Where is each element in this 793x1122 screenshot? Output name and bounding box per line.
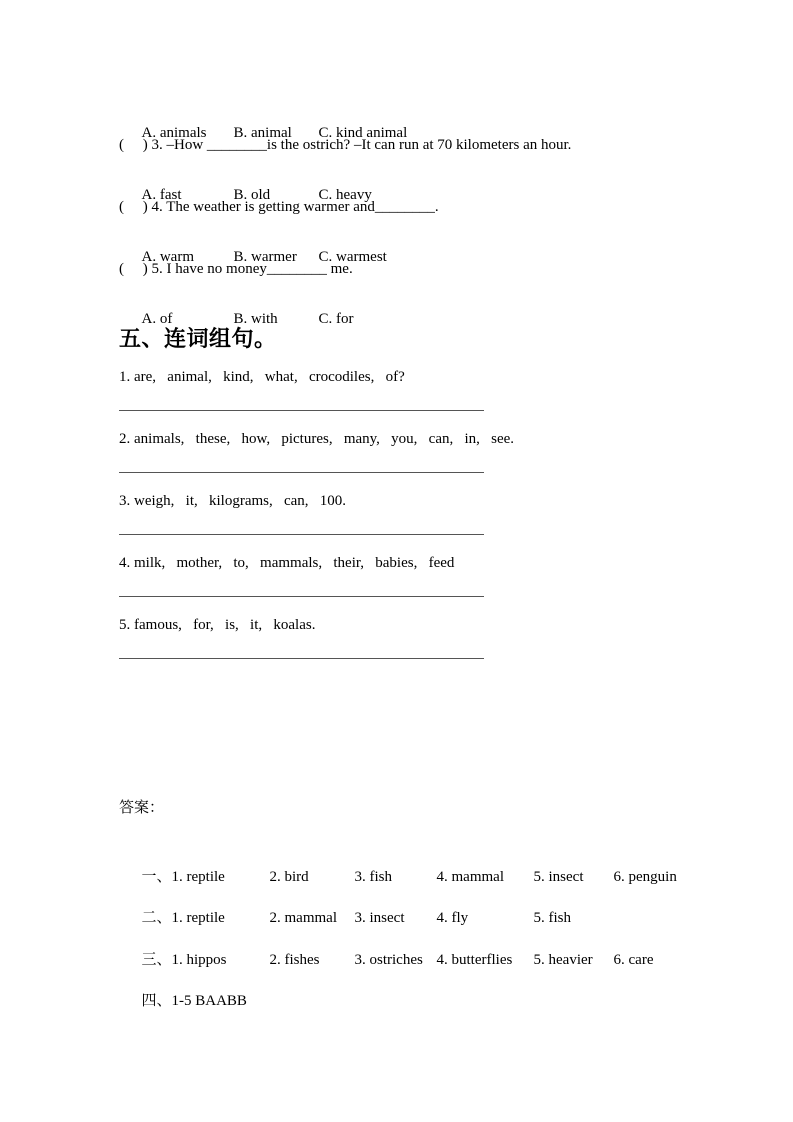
rearrange-item-2: 2. animals, these, how, pictures, many, you, can, in, see. [119, 431, 515, 447]
rearrange-item-5: 5. famous, for, is, it, koalas. [119, 617, 316, 633]
answer-row-prefix: 三、 [141, 952, 172, 968]
answer-row-prefix: 二、 [141, 910, 172, 926]
option-a: A. animals [141, 125, 207, 141]
answer-item: 1. reptile [171, 910, 225, 926]
mc-question-5: ( ) 5. I have no money________ me. [119, 261, 353, 277]
answer-item: 3. insect [354, 910, 405, 926]
answer-row-2 [119, 890, 733, 926]
rearrange-item-1: 1. are, animal, kind, what, crocodiles, of? [119, 369, 405, 385]
answer-blank-line [119, 596, 484, 597]
option-c: C. for [318, 311, 354, 327]
option-c: C. warmest [318, 249, 387, 265]
answer-item: 2. fishes [269, 952, 320, 968]
option-a: A. fast [141, 187, 182, 203]
answer-item: 1-5 BAABB [171, 993, 247, 1009]
answer-item: 5. insect [533, 869, 584, 885]
answer-item: 6. care [613, 952, 654, 968]
option-c: C. kind animal [318, 125, 408, 141]
answer-blank-line [119, 534, 484, 535]
answer-item: 2. mammal [269, 910, 338, 926]
choice-options-row [119, 167, 733, 203]
mc-question-4: ( ) 4. The weather is getting warmer and________. [119, 199, 439, 215]
answer-blank-line [119, 472, 484, 473]
option-c: C. heavy [318, 187, 372, 203]
answer-row-prefix: 一、 [141, 869, 172, 885]
answer-item: 2. bird [269, 869, 309, 885]
rearrange-section [119, 322, 733, 659]
answer-item: 1. reptile [171, 869, 225, 885]
choice-options-row [119, 105, 733, 141]
option-b: B. animal [233, 125, 292, 141]
answer-item: 3. fish [354, 869, 393, 885]
answer-item: 3. ostriches [354, 952, 423, 968]
section-five-heading: 五、连词组句。 [119, 326, 277, 351]
answer-item: 5. fish [533, 910, 572, 926]
answer-item: 6. penguin [613, 869, 677, 885]
answer-row-4 [119, 973, 733, 1009]
answer-item: 4. butterflies [436, 952, 513, 968]
answer-item: 1. hippos [171, 952, 227, 968]
answer-item: 4. mammal [436, 869, 505, 885]
answer-item: 5. heavier [533, 952, 593, 968]
answer-blank-line [119, 410, 484, 411]
choice-options-row [119, 229, 733, 265]
rearrange-item-4: 4. milk, mother, to, mammals, their, babies, feed [119, 555, 455, 571]
rearrange-item-3: 3. weigh, it, kilograms, can, 100. [119, 493, 347, 509]
option-b: B. warmer [233, 249, 297, 265]
option-a: A. of [141, 311, 173, 327]
answer-row-1 [119, 849, 733, 885]
answers-section [119, 659, 733, 1009]
choice-options-row [119, 291, 733, 327]
option-a: A. warm [141, 249, 194, 265]
answers-title: 答案： [119, 800, 165, 816]
option-b: B. with [233, 311, 278, 327]
answer-item: 4. fly [436, 910, 469, 926]
option-b: B. old [233, 187, 271, 203]
answer-row-prefix: 四、 [141, 993, 172, 1009]
mc-question-3: ( ) 3. –How ________is the ostrich? –It can run at 70 kilometers an hour. [119, 137, 572, 153]
multiple-choice-section [119, 105, 733, 327]
answer-row-3 [119, 932, 733, 968]
